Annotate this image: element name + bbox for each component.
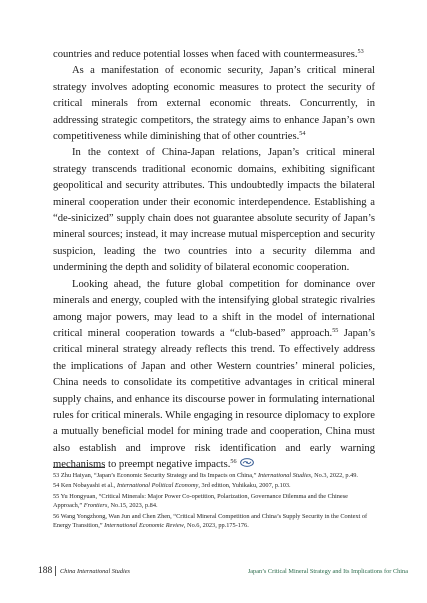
- paragraph: Looking ahead, the future global competition for dominance over minerals and energy, coupled with the intensifying global strategic rivalries among major powers, may lead to a shift in the model of international critical mineral cooperation towards a “club-based” approach.$^{55}$ Japan’s critical mineral strategy already reflects this trend. To effectively address the implications of Japan and other Western countries’ mineral policies, China needs to consolidate its competitive advantages in critical mineral supply chains, and enhance its discourse power in formulating international rules for critical minerals. While engaging in resource diplomacy to explore a mutually beneficial model for mining trade and cooperation, China must also establish and improve risk identification and early warning mechanisms to preempt negative impacts.$^{56}$: [53, 278, 375, 471]
- journal-name: China International Studies: [60, 568, 130, 575]
- footnote-rule: [53, 467, 105, 468]
- footnote: 54 Ken Nobayashi et al., International Political Economy, 3rd edition, Yuhikaku, 2007, p.103.: [53, 482, 291, 490]
- footnote-ref[interactable]: 54: [299, 130, 306, 138]
- page-number: 188: [38, 566, 53, 576]
- footnote: 55 Yu Hongyuan, “Critical Minerals: Major Power Co-opetition, Polarization, Governance Dilemma and the Chinese Approach,” Frontiers, No.15, 2023, p.84.: [53, 492, 348, 510]
- footnote-ref[interactable]: 55: [332, 326, 339, 334]
- article-end-mark-icon: [240, 458, 254, 467]
- article-body: [53, 47, 375, 474]
- footnotes: [53, 471, 375, 531]
- paragraph: In the context of China-Japan relations, Japan’s critical mineral strategy transcends traditional economic domains, exhibiting significant geopolitical and security attributes. This undoubtedly impacts the bilateral mineral cooperation under their economic interdependence. Establishing a “de-sinicized” supply chain does not guarantee absolute security of Japan’s mineral sources; instead, it may increase mutual misperception and security suspicion, leading the two countries into a security dilemma and undermining the depth and solidity of bilateral economic cooperation.: [53, 147, 375, 274]
- footnote-ref[interactable]: 53: [357, 48, 364, 55]
- footnote: 56 Wang Yongzhong, Wan Jun and Chen Zhen, “Critical Mineral Competition and China’s Supply Security in the Context of Energy Transition,” International Economic Review, No.6, 2023, pp.175-176.: [53, 512, 368, 530]
- footnote-ref[interactable]: 56: [230, 458, 237, 466]
- paragraph: As a manifestation of economic security, Japan’s critical mineral strategy involves adopting economic measures to protect the security of critical minerals from external economic threats. Concurrently, in addressing strategic competitors, the strategy aims to enhance Japan’s own competitiveness while diminishing that of other countries.$^{54}$: [53, 65, 375, 143]
- footnote: 53 Zhu Haiyan, “Japan’s Economic Security Strategy and Its Impacts on China,” International Studies, No.3, 2022, p.49.: [53, 472, 359, 479]
- page-footer: [38, 565, 408, 577]
- footer-divider: [55, 566, 56, 576]
- running-title: Japan’s Critical Mineral Strategy and Its Implications for China: [247, 568, 408, 575]
- paragraph: countries and reduce potential losses when faced with countermeasures.$^{53}$: [53, 48, 364, 60]
